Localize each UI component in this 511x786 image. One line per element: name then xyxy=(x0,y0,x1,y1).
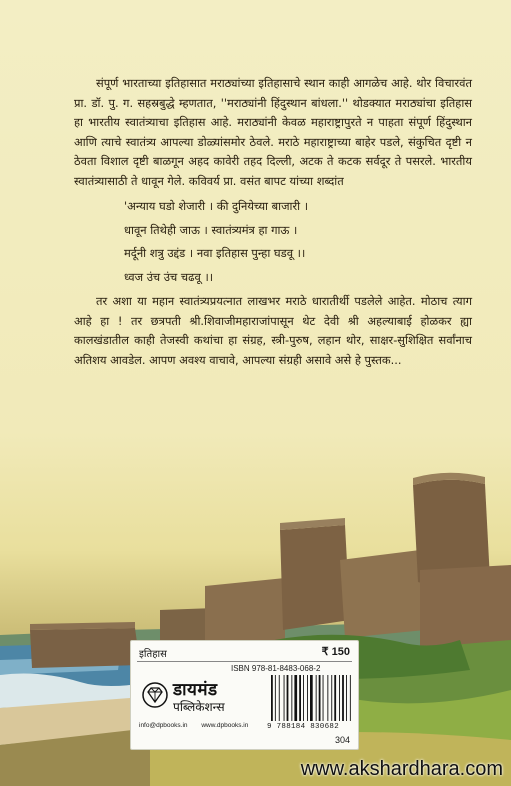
website-watermark: www.akshardhara.com xyxy=(300,758,503,780)
barcode xyxy=(269,675,355,721)
isbn-text: ISBN 978-81-8483-068-2 xyxy=(231,664,321,673)
poem-verse xyxy=(124,195,472,289)
diamond-icon xyxy=(141,682,169,708)
publisher-logo xyxy=(135,676,263,718)
price-label: ₹ 150 xyxy=(321,646,350,658)
poem-line: मर्दूनी शत्रु उद्दंड । नवा इतिहास पुन्हा घडवू ।। xyxy=(124,246,306,260)
publisher-subname: पब्लिकेशन्स xyxy=(173,700,225,714)
publisher-name: डायमंड xyxy=(173,680,218,699)
book-info-panel xyxy=(130,640,359,750)
poem-line: ध्वज उंच उंच चढवू ।। xyxy=(124,269,214,284)
blurb-paragraph-1: संपूर्ण भारताच्या इतिहासात मराठ्यांच्या इतिहासाचे स्थान काही आगळेच आहे. थोर विचारवंत प्रा. डॉ. पु. ग. सहस्रबुद्धे म्हणतात, ''मराठ्यांनी हिंदुस्थान बांधला.'' थोडक्यात मराठ्यांचा इतिहास हा भारतीय स्वातंत्र्याचा इतिहास आहे. मराठ्यांनी केवळ महाराष्ट्रापुरते न पाहता संपूर्ण हिंदुस्थान आणि त्याचे स्वातंत्र्य आपल्या डोळ्यांसमोर ठेवले. मराठे महाराष्ट्राच्या बाहेर पडले, संकुचित दृष्टी न ठेवता विशाल दृष्टी बाळगून अहद कावेरी तहद दिल्ली, अटक ते कटक सर्वदूर ते पसरले. भारतीय स्वातंत्र्यासाठी ते धावून गेले. कविवर्य प्रा. वसंत बापट यांच्या शब्दांत xyxy=(74,76,472,188)
page-code: 304 xyxy=(334,735,350,745)
barcode-number: 9 788184 830682 xyxy=(267,723,340,731)
website-text: www.dpbooks.in xyxy=(201,722,249,729)
poem-line: धावून तिथेही जाऊ । स्वातंत्र्यमंत्र हा गाऊ । xyxy=(124,222,298,237)
category-label: इतिहास xyxy=(139,649,167,660)
contact-line xyxy=(139,722,260,729)
email-text: info@dpbooks.in xyxy=(139,722,188,729)
blurb-text xyxy=(74,74,472,370)
blurb-paragraph-2: तर अशा या महान स्वातंत्र्यप्रयत्नात लाखभर मराठे धारातीर्थी पडलेले आहेत. मोठाच त्याग आहे हा ! तर छत्रपती श्री.शिवाजीमहाराजांपासून थेट देवी श्री अहल्याबाई होळकर ह्या कालखंडातील काही तेजस्वी कथांचा हा संग्रह, स्त्री-पुरुष, लहान थोर, साक्षर-सुशिक्षित सर्वांनाच अतिशय आवडेल. आपण अवश्य वाचावे, आपल्या संग्रही असावे असे हे पुस्तक... xyxy=(74,294,472,367)
divider xyxy=(137,661,352,662)
poem-line: 'अन्याय घडो शेजारी । की दुनियेच्या बाजारी । xyxy=(124,199,309,213)
